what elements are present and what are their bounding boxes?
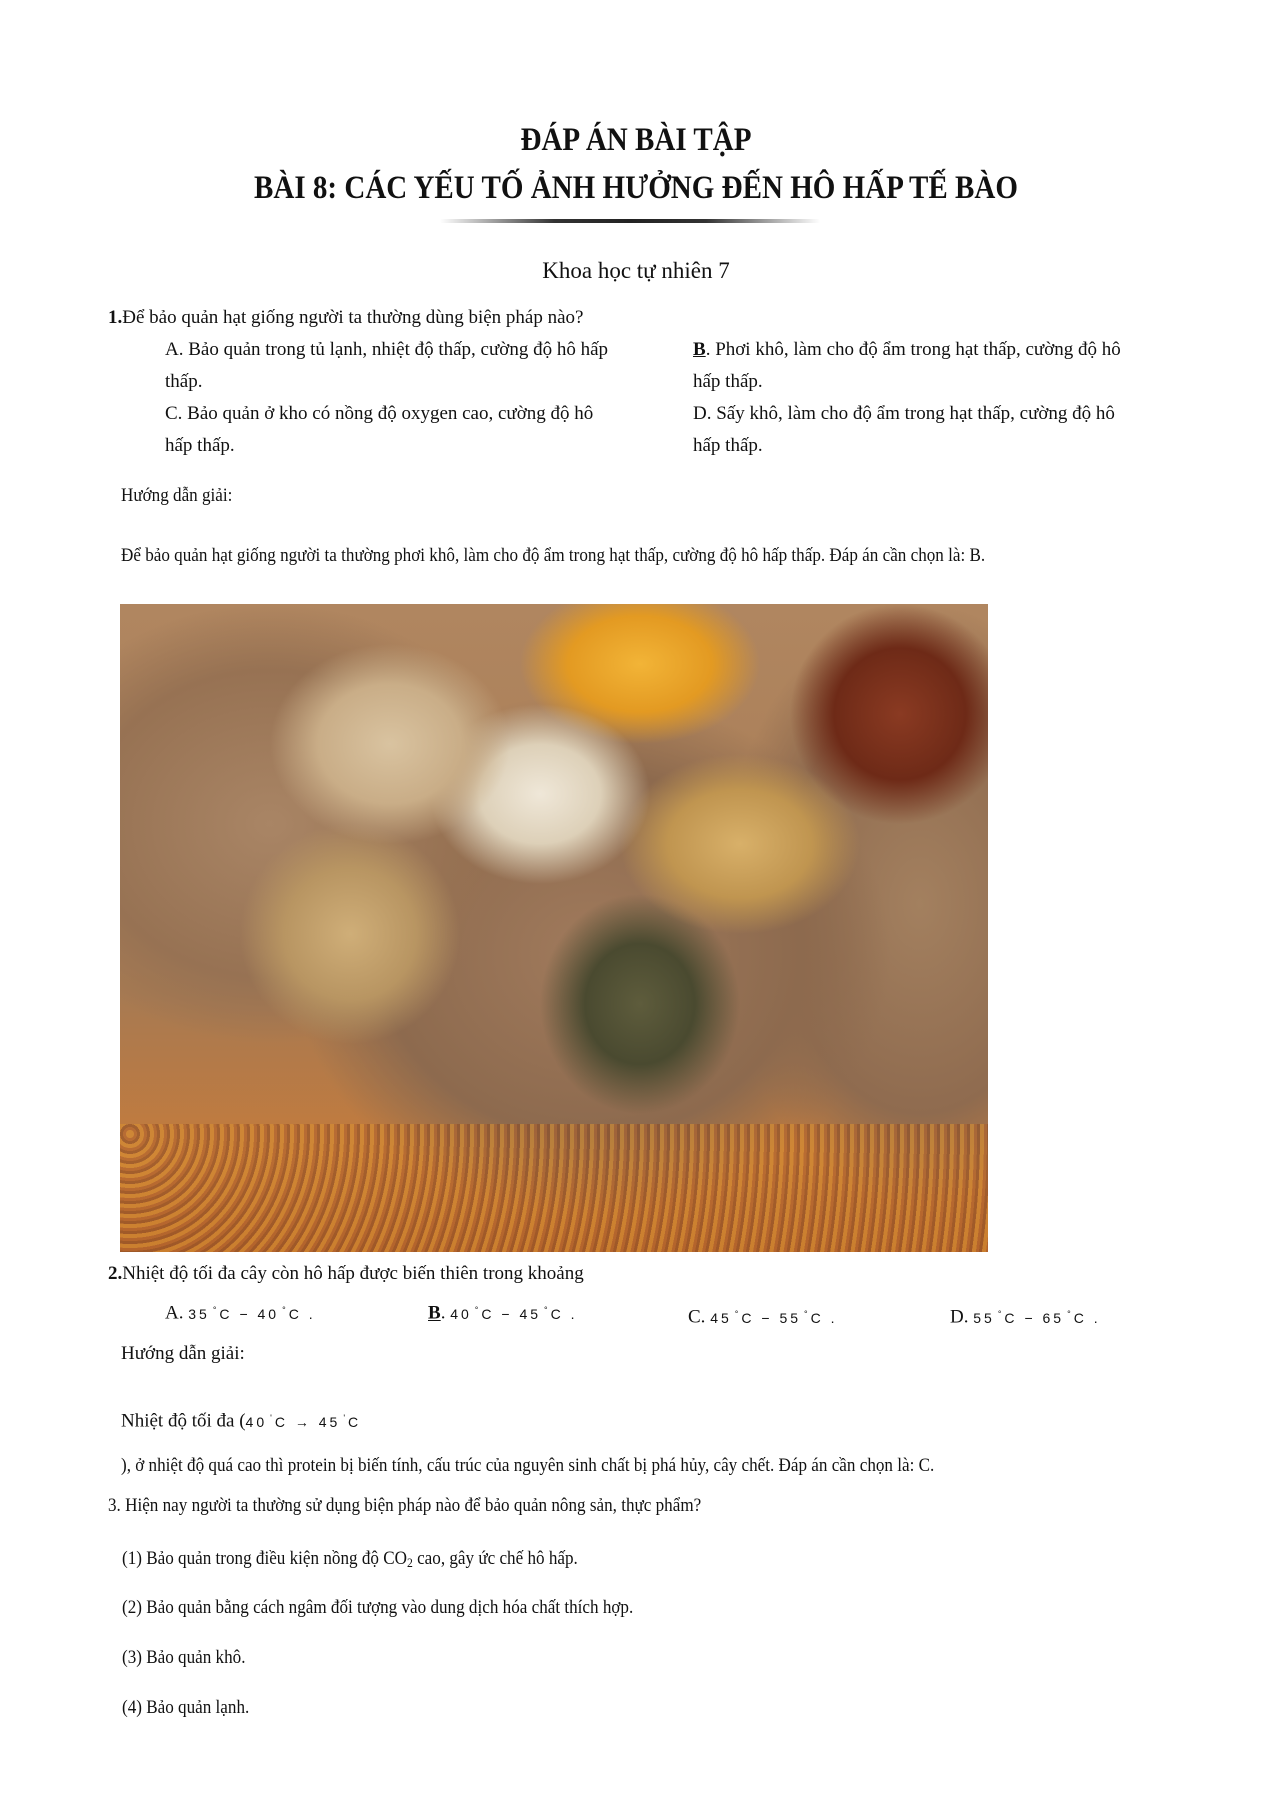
option-a: A. 35 ° C − 40 ° C . xyxy=(165,1302,316,1324)
option-d-line1: D. Sấy khô, làm cho độ ẩm trong hạt thấp, cường độ hô xyxy=(693,403,1115,424)
list-item-2: (2) Bảo quản bằng cách ngâm đối tượng vào dung dịch hóa chất thích hợp. xyxy=(122,1597,634,1618)
option-a-line1: A. Bảo quản trong tủ lạnh, nhiệt độ thấp, cường độ hô hấp xyxy=(165,339,609,360)
list-item-3: (3) Bảo quản khô. xyxy=(122,1647,246,1668)
question-text: Nhiệt độ tối đa cây còn hô hấp được biến thiên trong khoảng xyxy=(122,1263,584,1284)
correct-answer-key: B xyxy=(428,1302,441,1324)
option-d-line2: hấp thấp. xyxy=(693,435,763,456)
question-3: 3. Hiện nay người ta thường sử dụng biện pháp nào để bảo quản nông sản, thực phẩm? xyxy=(108,1495,702,1516)
guide-label: Hướng dẫn giải: xyxy=(121,485,233,506)
document-title: ĐÁP ÁN BÀI TẬP xyxy=(520,122,752,158)
option-c-line1: C. Bảo quản ở kho có nồng độ oxygen cao, cường độ hô xyxy=(165,403,594,424)
option-c: C. 45 ° C − 55 ° C . xyxy=(688,1306,838,1328)
question-text: Để bảo quản hạt giống người ta thường dùng biện pháp nào? xyxy=(122,307,584,328)
guide-label: Hướng dẫn giải: xyxy=(121,1343,245,1364)
grain-sacks-image xyxy=(120,604,988,1252)
explanation: Để bảo quản hạt giống người ta thường phơi khô, làm cho độ ẩm trong hạt thấp, cường độ hô hấp thấp. Đáp án cần chọn là: B. xyxy=(121,545,986,566)
explanation-start: Nhiệt độ tối đa (40 ' C → 45 ' C xyxy=(121,1410,362,1432)
subject-subtitle: Khoa học tự nhiên 7 xyxy=(542,258,730,283)
title-divider xyxy=(440,219,820,223)
question-number: 2. xyxy=(108,1263,123,1284)
list-item-1: (1) Bảo quản trong điều kiện nồng độ $CO_2$ cao, gây ức chế hô hấp. xyxy=(122,1548,578,1570)
option-d: D. 55 ° C − 65 ° C . xyxy=(950,1306,1101,1328)
correct-answer-key: B xyxy=(693,339,706,360)
option-b-line1: B. Phơi khô, làm cho độ ẩm trong hạt thấp, cường độ hô xyxy=(693,339,1121,360)
option-c-line2: hấp thấp. xyxy=(165,435,235,456)
explanation-end: ), ở nhiệt độ quá cao thì protein bị biến tính, cấu trúc của nguyên sinh chất bị phá hủy, cây chết. Đáp án cần chọn là: C. xyxy=(121,1455,935,1476)
option-a-line2: thấp. xyxy=(165,371,203,392)
option-b: B. 40 ° C − 45 ° C . xyxy=(428,1302,578,1324)
scattered-grain-texture xyxy=(120,1124,988,1252)
question-1 xyxy=(108,302,583,334)
list-item-4: (4) Bảo quản lạnh. xyxy=(122,1697,250,1718)
question-2 xyxy=(108,1258,584,1290)
lesson-title: BÀI 8: CÁC YẾU TỐ ẢNH HƯỞNG ĐẾN HÔ HẤP TẾ BÀO xyxy=(253,170,1018,206)
option-b-line2: hấp thấp. xyxy=(693,371,763,392)
question-number: 1. xyxy=(108,307,123,328)
